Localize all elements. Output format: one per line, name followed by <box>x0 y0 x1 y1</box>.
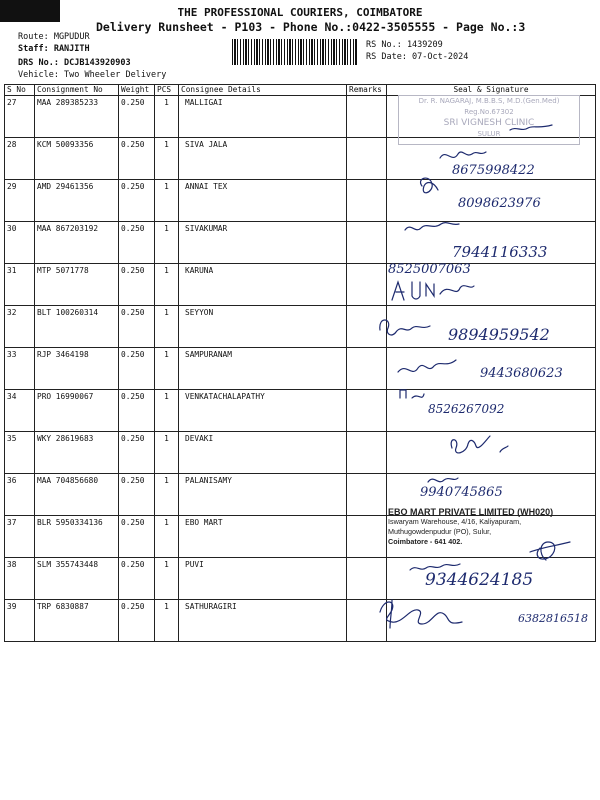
row-consignee: SIVAKUMAR <box>179 222 347 264</box>
row-sno: 36 <box>5 474 35 516</box>
runsheet-title: Delivery Runsheet - P103 - Phone No.:0422-3505555 - Page No.:3 <box>96 20 526 34</box>
col-weight: Weight <box>119 85 155 96</box>
ebo-stamp-line: Iswaryam Warehouse, 4/16, Kaliyapuram, <box>388 517 522 526</box>
row-weight: 0.250 <box>119 516 155 558</box>
row-pcs: 1 <box>155 264 179 306</box>
signature-28 <box>440 152 486 158</box>
col-sno: S No <box>5 85 35 96</box>
row-consignee: VENKATACHALAPATHY <box>179 390 347 432</box>
row-weight: 0.250 <box>119 264 155 306</box>
row-sno: 29 <box>5 180 35 222</box>
row-consignment-no: TRP 6830887 <box>35 600 119 642</box>
row-consignment-no: MTP 5071778 <box>35 264 119 306</box>
row-consignee: SEYYON <box>179 306 347 348</box>
row-pcs: 1 <box>155 180 179 222</box>
handwritten-phone: 9940745865 <box>420 485 503 500</box>
stamp-place: SULUR <box>477 130 501 138</box>
row-pcs: 1 <box>155 558 179 600</box>
row-weight: 0.250 <box>119 390 155 432</box>
row-consignment-no: AMD 29461356 <box>35 180 119 222</box>
ebo-stamp-line: Coimbatore - 641 402. <box>388 537 463 546</box>
row-pcs: 1 <box>155 432 179 474</box>
row-weight: 0.250 <box>119 432 155 474</box>
signature-39 <box>380 600 462 628</box>
handwritten-phone: 9344624185 <box>425 570 534 590</box>
signature-33 <box>398 360 456 372</box>
row-weight: 0.250 <box>119 306 155 348</box>
signature-37 <box>530 542 570 560</box>
handwritten-phone: 8525007063 <box>388 262 471 277</box>
row-consignment-no: SLM 355743448 <box>35 558 119 600</box>
handwritten-phone: 9443680623 <box>480 366 563 381</box>
drs-number: DRS No.: DCJB143920903 <box>18 58 131 68</box>
row-consignment-no: MAA 289385233 <box>35 96 119 138</box>
handwritten-phone: 8098623976 <box>458 196 541 211</box>
signature-36 <box>428 478 458 482</box>
signature-27 <box>510 125 552 130</box>
row-consignment-no: MAA 867203192 <box>35 222 119 264</box>
handwritten-phone: 6382816518 <box>518 612 588 625</box>
stamp-clinic: SRI VIGNESH CLINIC <box>443 118 535 128</box>
row-pcs: 1 <box>155 222 179 264</box>
col-consignee: Consignee Details <box>179 85 347 96</box>
signature-31 <box>392 282 474 300</box>
row-pcs: 1 <box>155 516 179 558</box>
row-sno: 34 <box>5 390 35 432</box>
signature-34 <box>400 390 424 398</box>
staff-label: Staff: RANJITH <box>18 44 90 54</box>
route-label: Route: MGPUDUR <box>18 32 90 42</box>
handwritten-phone: 8675998422 <box>452 163 535 178</box>
row-sno: 31 <box>5 264 35 306</box>
row-consignee: SIVA JALA <box>179 138 347 180</box>
row-pcs: 1 <box>155 474 179 516</box>
row-weight: 0.250 <box>119 474 155 516</box>
row-consignee: ANNAI TEX <box>179 180 347 222</box>
row-consignment-no: PRO 16990067 <box>35 390 119 432</box>
ebo-stamp-name: EBO MART PRIVATE LIMITED (WH020) <box>388 507 554 517</box>
row-consignment-no: WKY 28619683 <box>35 432 119 474</box>
row-sno: 27 <box>5 96 35 138</box>
row-pcs: 1 <box>155 600 179 642</box>
company-title: THE PROFESSIONAL COURIERS, COIMBATORE <box>177 6 423 19</box>
row-sno: 28 <box>5 138 35 180</box>
row-pcs: 1 <box>155 138 179 180</box>
handwritten-phone: 7944116333 <box>452 243 548 261</box>
row-consignee: KARUNA <box>179 264 347 306</box>
row-consignment-no: BLT 100260314 <box>35 306 119 348</box>
signature-29 <box>421 178 438 193</box>
row-sno: 38 <box>5 558 35 600</box>
row-pcs: 1 <box>155 306 179 348</box>
handwritten-phone: 9894959542 <box>448 325 550 344</box>
row-weight: 0.250 <box>119 180 155 222</box>
row-consignee: SAMPURANAM <box>179 348 347 390</box>
col-consignment: Consignment No <box>35 85 119 96</box>
row-consignee: PUVI <box>179 558 347 600</box>
row-pcs: 1 <box>155 390 179 432</box>
row-consignment-no: MAA 704856680 <box>35 474 119 516</box>
row-weight: 0.250 <box>119 138 155 180</box>
col-remarks: Remarks <box>347 85 387 96</box>
handwritten-phone: 8526267092 <box>428 402 505 416</box>
row-consignment-no: KCM 50093356 <box>35 138 119 180</box>
vehicle-label: Vehicle: Two Wheeler Delivery <box>18 70 167 80</box>
row-consignment-no: RJP 3464198 <box>35 348 119 390</box>
rs-date: RS Date: 07-Oct-2024 <box>366 52 469 62</box>
row-sno: 37 <box>5 516 35 558</box>
row-pcs: 1 <box>155 348 179 390</box>
stamp-doctor: Dr. R. NAGARAJ, M.B.B.S, M.D.(Gen.Med) <box>418 97 560 105</box>
signature-32 <box>380 320 430 335</box>
row-consignee: PALANISAMY <box>179 474 347 516</box>
row-sno: 30 <box>5 222 35 264</box>
row-pcs: 1 <box>155 96 179 138</box>
rs-number: RS No.: 1439209 <box>366 40 443 50</box>
row-consignment-no: BLR 5950334136 <box>35 516 119 558</box>
row-consignee: EBO MART <box>179 516 347 558</box>
row-weight: 0.250 <box>119 348 155 390</box>
row-weight: 0.250 <box>119 558 155 600</box>
row-sno: 35 <box>5 432 35 474</box>
ebo-stamp-line: Muthugowdenpudur (PO), Sulur, <box>388 527 492 536</box>
row-weight: 0.250 <box>119 96 155 138</box>
row-consignee: SATHURAGIRI <box>179 600 347 642</box>
col-pcs: PCS <box>155 85 179 96</box>
signature-38 <box>410 564 460 570</box>
row-sno: 33 <box>5 348 35 390</box>
signature-30 <box>405 223 459 230</box>
row-consignee: MALLIGAI <box>179 96 347 138</box>
row-weight: 0.250 <box>119 222 155 264</box>
col-seal: Seal & Signature <box>387 85 596 96</box>
row-consignee: DEVAKI <box>179 432 347 474</box>
stamp-reg: Reg.No.67302 <box>464 108 514 116</box>
signature-35 <box>451 436 508 453</box>
row-weight: 0.250 <box>119 600 155 642</box>
row-sno: 32 <box>5 306 35 348</box>
row-sno: 39 <box>5 600 35 642</box>
